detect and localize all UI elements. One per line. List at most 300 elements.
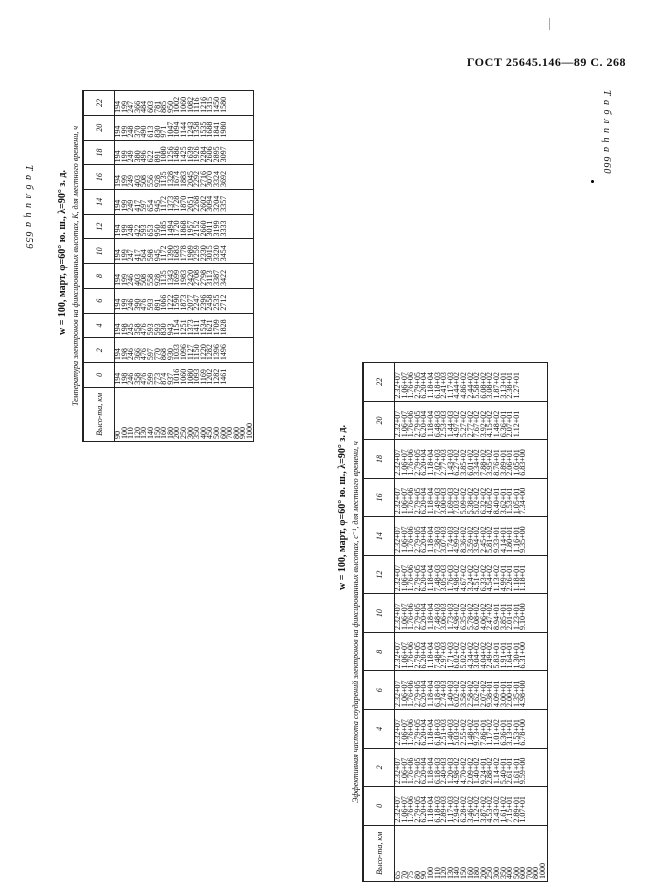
value-cell: 508 (139, 175, 149, 188)
value-cell: 1778 (178, 245, 188, 262)
value-cell: 1496 (218, 344, 228, 361)
height-cell: 500 (211, 427, 221, 439)
value-cell: 2.97+03 (439, 641, 449, 669)
value-cell: 2330 (198, 245, 208, 262)
value-cell: 1.06+07 (399, 757, 409, 785)
value-cell: 4.98+02 (452, 757, 462, 785)
value-cell: 9.59+00 (518, 757, 528, 785)
value-cell: 1.18+04 (425, 757, 435, 785)
value-cell (520, 365, 527, 399)
value-cell: 5.09+02 (458, 487, 468, 515)
value-cell: 1.18+04 (425, 796, 435, 823)
value-cell: 1.40+02 (472, 757, 482, 785)
value-column (115, 115, 254, 140)
value-cell: 2.79+05 (412, 719, 422, 746)
value-cell: 1.76+06 (406, 641, 416, 669)
value-cell: 1957 (185, 220, 195, 237)
time-column-header: 22 (84, 91, 115, 116)
time-column-header: 14 (84, 190, 115, 215)
value-cell: 2712 (218, 294, 228, 311)
value-cell: 1080 (159, 146, 169, 163)
height-cell: 140 (145, 427, 155, 439)
value-column (395, 748, 548, 787)
value-cell: 6.20+04 (419, 757, 429, 785)
value-cell: 1.76+06 (406, 372, 416, 399)
value-column (115, 91, 254, 116)
value-cell: 490 (139, 125, 149, 138)
time-column-header: 16 (364, 478, 395, 517)
value-cell: 2.79+05 (412, 410, 422, 438)
time-column-header: 6 (84, 288, 115, 313)
value-cell: 3.46+02 (465, 796, 475, 823)
value-cell: 476 (139, 372, 149, 385)
value-cell: 1.06+07 (399, 564, 409, 592)
value-cell: 1699 (172, 269, 182, 286)
value-cell: 1.18+04 (425, 526, 435, 553)
height-cell: 250 (485, 867, 495, 879)
value-cell: 3.06+03 (439, 603, 449, 630)
value-cell: 1.17+03 (445, 796, 455, 823)
value-cell: 194 (113, 150, 122, 163)
value-cell: 891 (152, 150, 162, 163)
value-cell: 6.20+04 (419, 680, 429, 708)
value-cell: 1450 (211, 96, 221, 113)
time-column-header: 14 (364, 517, 395, 556)
value-cell: 8.76+01 (491, 449, 501, 476)
value-cell: 1390 (165, 245, 175, 262)
table-659-title: w = 100, март, φ=60° ю. ш., λ=90° з. д. (57, 170, 68, 335)
value-cell: 891 (152, 298, 162, 311)
value-cell: 593 (139, 224, 149, 237)
value-cell: 2420 (185, 269, 195, 286)
value-cell: 1.18+04 (425, 372, 435, 399)
value-cell: 622 (145, 150, 155, 163)
height-cell: 75 (406, 871, 416, 879)
value-cell: 1.87+02 (491, 372, 501, 399)
value-cell: 2660 (198, 220, 208, 237)
value-cell: 930 (165, 348, 175, 361)
time-column-header: 22 (364, 363, 395, 402)
value-cell: 2045 (185, 171, 195, 188)
value-cell: 9.73+01 (472, 719, 482, 746)
value-cell: 1.18+04 (425, 680, 435, 708)
value-cell: 2268 (192, 195, 202, 212)
value-column (395, 478, 548, 517)
value-cell: 2.07+02 (478, 680, 488, 708)
value-cell: 3387 (211, 269, 221, 286)
value-cell: 1.48+02 (465, 719, 475, 746)
value-column (115, 288, 254, 313)
height-cell: 100 (119, 427, 129, 439)
value-cell: 2.01+01 (505, 603, 515, 630)
value-cell: 1373 (165, 195, 175, 212)
time-column-header: 16 (84, 165, 115, 190)
time-column-header: 18 (84, 140, 115, 165)
value-cell: 484 (139, 100, 149, 113)
value-cell: 3.95+02 (485, 449, 495, 476)
value-cell: 885 (159, 100, 169, 113)
value-cell: 1343 (165, 269, 175, 286)
value-cell: 403 (132, 273, 142, 286)
value-cell: 4.09+01 (491, 680, 501, 708)
time-column-header: 12 (84, 214, 115, 239)
value-cell: 830 (152, 125, 162, 138)
value-cell: 1.06+07 (399, 719, 409, 746)
value-cell: 770 (152, 348, 162, 361)
value-cell: 2292 (192, 171, 202, 188)
value-cell: 6.27+02 (452, 449, 462, 476)
time-column-header: 20 (84, 115, 115, 140)
height-values (115, 387, 254, 441)
value-cell: 4.54+02 (485, 564, 495, 592)
value-cell (520, 404, 527, 438)
value-cell: 1983 (178, 269, 188, 286)
height-cell: 80 (412, 871, 422, 879)
value-cell: 390 (132, 298, 142, 311)
value-cell: 6.83+00 (518, 449, 528, 476)
value-cell: 3.58+02 (458, 680, 468, 708)
value-cell: 3320 (211, 245, 221, 262)
table-659-label: Т а б л и ц а 659 (23, 165, 34, 250)
value-cell: 5.58+02 (472, 372, 482, 399)
value-cell: 366 (132, 100, 142, 113)
value-cell: 2.44+02 (465, 372, 475, 399)
value-cell: 950 (152, 224, 162, 237)
value-cell: 7.88+02 (478, 449, 488, 476)
value-cell: 2.32+07 (393, 526, 402, 553)
value-cell: 3.92+02 (478, 410, 488, 438)
value-cell: 1.76+06 (406, 719, 416, 746)
value-cell: 2.79+05 (412, 564, 422, 592)
value-cell: 2.89+01 (511, 796, 521, 823)
value-cell: 1411 (192, 319, 202, 336)
value-cell: 950 (165, 100, 175, 113)
value-cell: 3.00+03 (439, 487, 449, 515)
value-cell: 3011 (205, 220, 215, 237)
value-cell: 1251 (178, 319, 188, 336)
value-cell: 2.79+05 (412, 526, 422, 553)
height-cell: 130 (445, 867, 455, 879)
value-cell: 945 (152, 199, 162, 212)
value-cell: 7.38+03 (432, 526, 442, 553)
value-cell: 199 (119, 249, 129, 262)
value-cell: 3.04+02 (472, 641, 482, 669)
value-cell: 246 (126, 372, 136, 385)
value-cell: 1.18+04 (425, 449, 435, 476)
value-cell: 3422 (218, 269, 228, 286)
value-cell: 943 (165, 323, 175, 336)
value-cell: 4.86+02 (458, 372, 468, 399)
value-cell: 199 (119, 199, 129, 212)
value-cell: 1683 (172, 245, 182, 262)
value-cell: 1590 (172, 294, 182, 311)
height-cell: 800 (231, 427, 241, 439)
value-cell: 3333 (218, 220, 228, 237)
value-cell: 2152 (192, 220, 202, 237)
value-cell: 4.05+02 (485, 487, 495, 515)
value-cell: 874 (159, 372, 169, 385)
value-cell: 1841 (211, 121, 221, 138)
value-cell: 1.06+07 (399, 603, 409, 630)
value-cell: 2.40+03 (439, 757, 449, 785)
value-cell: 3204 (211, 195, 221, 212)
value-cell: 2247 (192, 294, 202, 311)
value-cell: 1.13+02 (491, 564, 501, 592)
value-cell: 2.79+05 (412, 372, 422, 399)
value-cell: 1396 (211, 344, 221, 361)
value-cell: 6.20+04 (419, 526, 429, 553)
value-cell: 1.06+07 (399, 487, 409, 515)
value-cell: 1358 (192, 121, 202, 138)
value-cell: 603 (145, 100, 155, 113)
height-cell: 700 (225, 427, 235, 439)
value-cell: 1.76+06 (406, 757, 416, 785)
value-cell: 1.71+03 (445, 641, 455, 669)
value-cell: 1.18+04 (425, 410, 435, 438)
value-cell: 6.02+02 (452, 641, 462, 669)
value-cell: 2.26+01 (505, 564, 515, 592)
height-cell: 200 (478, 867, 488, 879)
value-cell: 249 (126, 175, 136, 188)
value-cell: 1.76+06 (406, 796, 416, 823)
value-cell: 194 (113, 175, 122, 188)
height-values (395, 825, 548, 881)
value-column (115, 140, 254, 165)
value-cell: 1.91+01 (498, 641, 508, 669)
value-cell: 1535 (198, 121, 208, 138)
value-cell: 2716 (198, 171, 208, 188)
value-cell: 1.74+03 (445, 526, 455, 553)
height-cell: 160 (465, 867, 475, 879)
value-cell: 6.20+04 (419, 564, 429, 592)
value-cell: 1868 (178, 220, 188, 237)
time-column-header: 12 (364, 555, 395, 594)
value-cell: 194 (113, 224, 122, 237)
value-cell: 2.79+05 (412, 757, 422, 785)
height-cell: 130 (139, 427, 149, 439)
value-cell: 1144 (178, 121, 188, 138)
value-cell: 781 (152, 100, 162, 113)
value-cell: 6.08+02 (472, 603, 482, 630)
value-cell: 496 (139, 150, 149, 163)
value-cell: 1.20+03 (445, 757, 455, 785)
value-cell: 2.00+01 (505, 680, 515, 708)
value-cell: 1.53+01 (505, 487, 515, 515)
height-column-header: Высо-та, км (364, 825, 395, 881)
value-cell: 1.18+04 (425, 719, 435, 746)
value-cell: 6.31+00 (518, 641, 528, 669)
value-cell: 3.87+02 (478, 796, 488, 823)
value-cell: 5.03+02 (452, 719, 462, 746)
height-cell: 110 (432, 867, 442, 879)
value-cell: 6.20+04 (419, 410, 429, 438)
value-cell: 868 (159, 348, 169, 361)
value-cell: 1870 (178, 195, 188, 212)
value-cell: 6.18+03 (432, 372, 442, 399)
value-cell: 6.78+00 (518, 719, 528, 746)
value-cell: 1.44+03 (445, 410, 455, 438)
value-cell: 2.79+05 (412, 796, 422, 823)
value-column (115, 338, 254, 363)
value-cell: 245 (126, 323, 136, 336)
value-cell: 5.02+02 (472, 487, 482, 515)
value-cell: 1.48+02 (491, 410, 501, 438)
height-cell: 200 (172, 427, 182, 439)
value-cell: 1150 (192, 344, 202, 361)
value-cell: 597 (145, 348, 155, 361)
value-cell: 1080 (185, 368, 195, 385)
value-cell: 1220 (198, 344, 208, 361)
table-660-subtitle: Эффективная частота соударений электронов на фиксированных высотах, с⁻¹, для местного времени, ч (350, 362, 363, 882)
value-cell: 1873 (178, 294, 188, 311)
value-cell: 1.23+01 (511, 603, 521, 630)
time-column-header: 2 (364, 748, 395, 787)
value-cell: 7.34+00 (518, 487, 528, 515)
table-660-title: w = 100, март, φ=60° ю. ш., λ=90° з. д. (337, 425, 348, 590)
value-cell: 1185 (159, 220, 169, 237)
value-cell: 194 (113, 323, 122, 336)
value-cell: 6.08+02 (478, 372, 488, 399)
value-cell: 2.06+01 (505, 449, 515, 476)
time-column-header: 20 (364, 401, 395, 440)
value-cell: 1.61+02 (498, 796, 508, 823)
value-cell: 2895 (211, 146, 221, 163)
value-cell: 1.14+02 (491, 757, 501, 785)
value-cell: 3.62+01 (498, 487, 508, 515)
value-cell: 6.20+04 (419, 796, 429, 823)
value-cell: 3.05+03 (439, 564, 449, 592)
value-cell: 5.27+02 (458, 410, 468, 438)
value-cell: 3094 (205, 195, 215, 212)
value-cell: 4.51+02 (472, 564, 482, 592)
value-cell: 1.17+02 (485, 719, 495, 746)
value-cell: 1033 (172, 344, 182, 361)
value-cell: 476 (139, 323, 149, 336)
value-cell: 6.20+04 (419, 603, 429, 630)
value-cell: 4.06+02 (478, 603, 488, 630)
value-cell: 4.98+02 (452, 564, 462, 592)
value-cell: 1.06+07 (399, 641, 409, 669)
value-cell: 1720 (172, 220, 182, 237)
value-cell: 1256 (165, 146, 175, 163)
value-cell: 7.48+03 (432, 603, 442, 630)
value-cell: 2396 (198, 294, 208, 311)
value-cell: 2.88+02 (485, 757, 495, 785)
value-cell: 1828 (218, 319, 228, 336)
value-cell: 3357 (218, 195, 228, 212)
value-cell: 4.70+02 (458, 757, 468, 785)
value-cell: 5.78+02 (465, 603, 475, 630)
value-cell: 4.34+02 (465, 641, 475, 669)
height-cell: 150 (152, 427, 162, 439)
height-cell: 110 (126, 427, 136, 439)
height-cell: 350 (192, 427, 202, 439)
value-cell: 2284 (198, 146, 208, 163)
time-column-header: 10 (364, 594, 395, 633)
value-cell: 2.07+01 (505, 410, 515, 438)
value-cell: 1639 (185, 146, 195, 163)
value-cell: 1688 (205, 121, 215, 138)
value-cell: 4.44+02 (452, 372, 462, 399)
value-cell: 1.17+03 (445, 372, 455, 399)
value-cell: 2.77+03 (439, 449, 449, 476)
value-cell: 2798 (198, 269, 208, 286)
value-cell: 2.32+07 (393, 796, 402, 823)
value-cell: 1.80+01 (505, 526, 515, 553)
value-cell: 403 (132, 175, 142, 188)
value-cell: 6.20+04 (419, 449, 429, 476)
time-column-header: 0 (364, 787, 395, 826)
value-cell: 1.61+01 (511, 757, 521, 785)
table-659-subtitle: Температура электронов на фиксированных высотах, К, для местного времени, ч (70, 90, 83, 442)
value-cell: 2.79+05 (412, 641, 422, 669)
value-cell: 1060 (178, 96, 188, 113)
value-cell: 2.49+02 (485, 641, 495, 669)
value-cell: 3.34+02 (472, 449, 482, 476)
value-cell: 3324 (211, 171, 221, 188)
value-cell: 2.32+07 (393, 372, 402, 399)
value-column (115, 313, 254, 338)
height-cell: 160 (159, 427, 169, 439)
value-cell: 3.24+02 (465, 564, 475, 592)
table-body-row (395, 363, 548, 882)
value-cell: 1.18+01 (511, 564, 521, 592)
value-cell: 2.79+05 (412, 449, 422, 476)
value-cell: 1.73+03 (445, 603, 455, 630)
value-cell: 2.09+02 (465, 757, 475, 785)
value-cell: 2458 (205, 294, 215, 311)
value-cell: 422 (132, 224, 142, 237)
value-cell: 4.53+02 (485, 796, 495, 823)
height-cell: 900 (238, 427, 248, 439)
value-cell: 1.06+07 (399, 680, 409, 708)
value-cell: 7.48+03 (432, 641, 442, 669)
value-cell: 1494 (165, 220, 175, 237)
value-cell: 1.06+07 (399, 526, 409, 553)
value-cell: 556 (145, 175, 155, 188)
value-cell: 9.35+00 (518, 526, 528, 553)
value-cell: 508 (139, 273, 149, 286)
value-cell: 1.18+04 (425, 603, 435, 630)
value-cell: 593 (152, 323, 162, 336)
height-cell: 180 (472, 867, 482, 879)
value-cell: 4.14+01 (498, 526, 508, 553)
value-cell: 2.47+02 (485, 603, 495, 630)
height-cell: 150 (458, 867, 468, 879)
value-column (115, 239, 254, 264)
height-cell: 1000 (244, 423, 254, 439)
value-cell: 1.06+07 (399, 410, 409, 438)
value-cell: 1116 (192, 97, 202, 113)
value-cell: 1.01+02 (491, 719, 501, 746)
value-cell: 5.02+02 (458, 641, 468, 669)
value-cell: 1216 (198, 96, 208, 113)
height-cell: 120 (439, 867, 449, 879)
value-cell: 7.02+03 (432, 449, 442, 476)
height-cell: 400 (505, 867, 515, 879)
value-cell: 1.27+01 (511, 372, 521, 399)
value-column (395, 671, 548, 710)
value-cell: 198 (119, 323, 129, 336)
value-cell: 3199 (211, 220, 221, 237)
value-cell: 1047 (165, 121, 175, 138)
value-cell: 564 (139, 249, 149, 262)
height-cell: 140 (452, 867, 462, 879)
value-cell: 2.55+02 (458, 719, 468, 746)
value-cell: 1.76+06 (406, 449, 416, 476)
value-cell: 247 (126, 100, 136, 113)
value-cell: 971 (159, 125, 169, 138)
